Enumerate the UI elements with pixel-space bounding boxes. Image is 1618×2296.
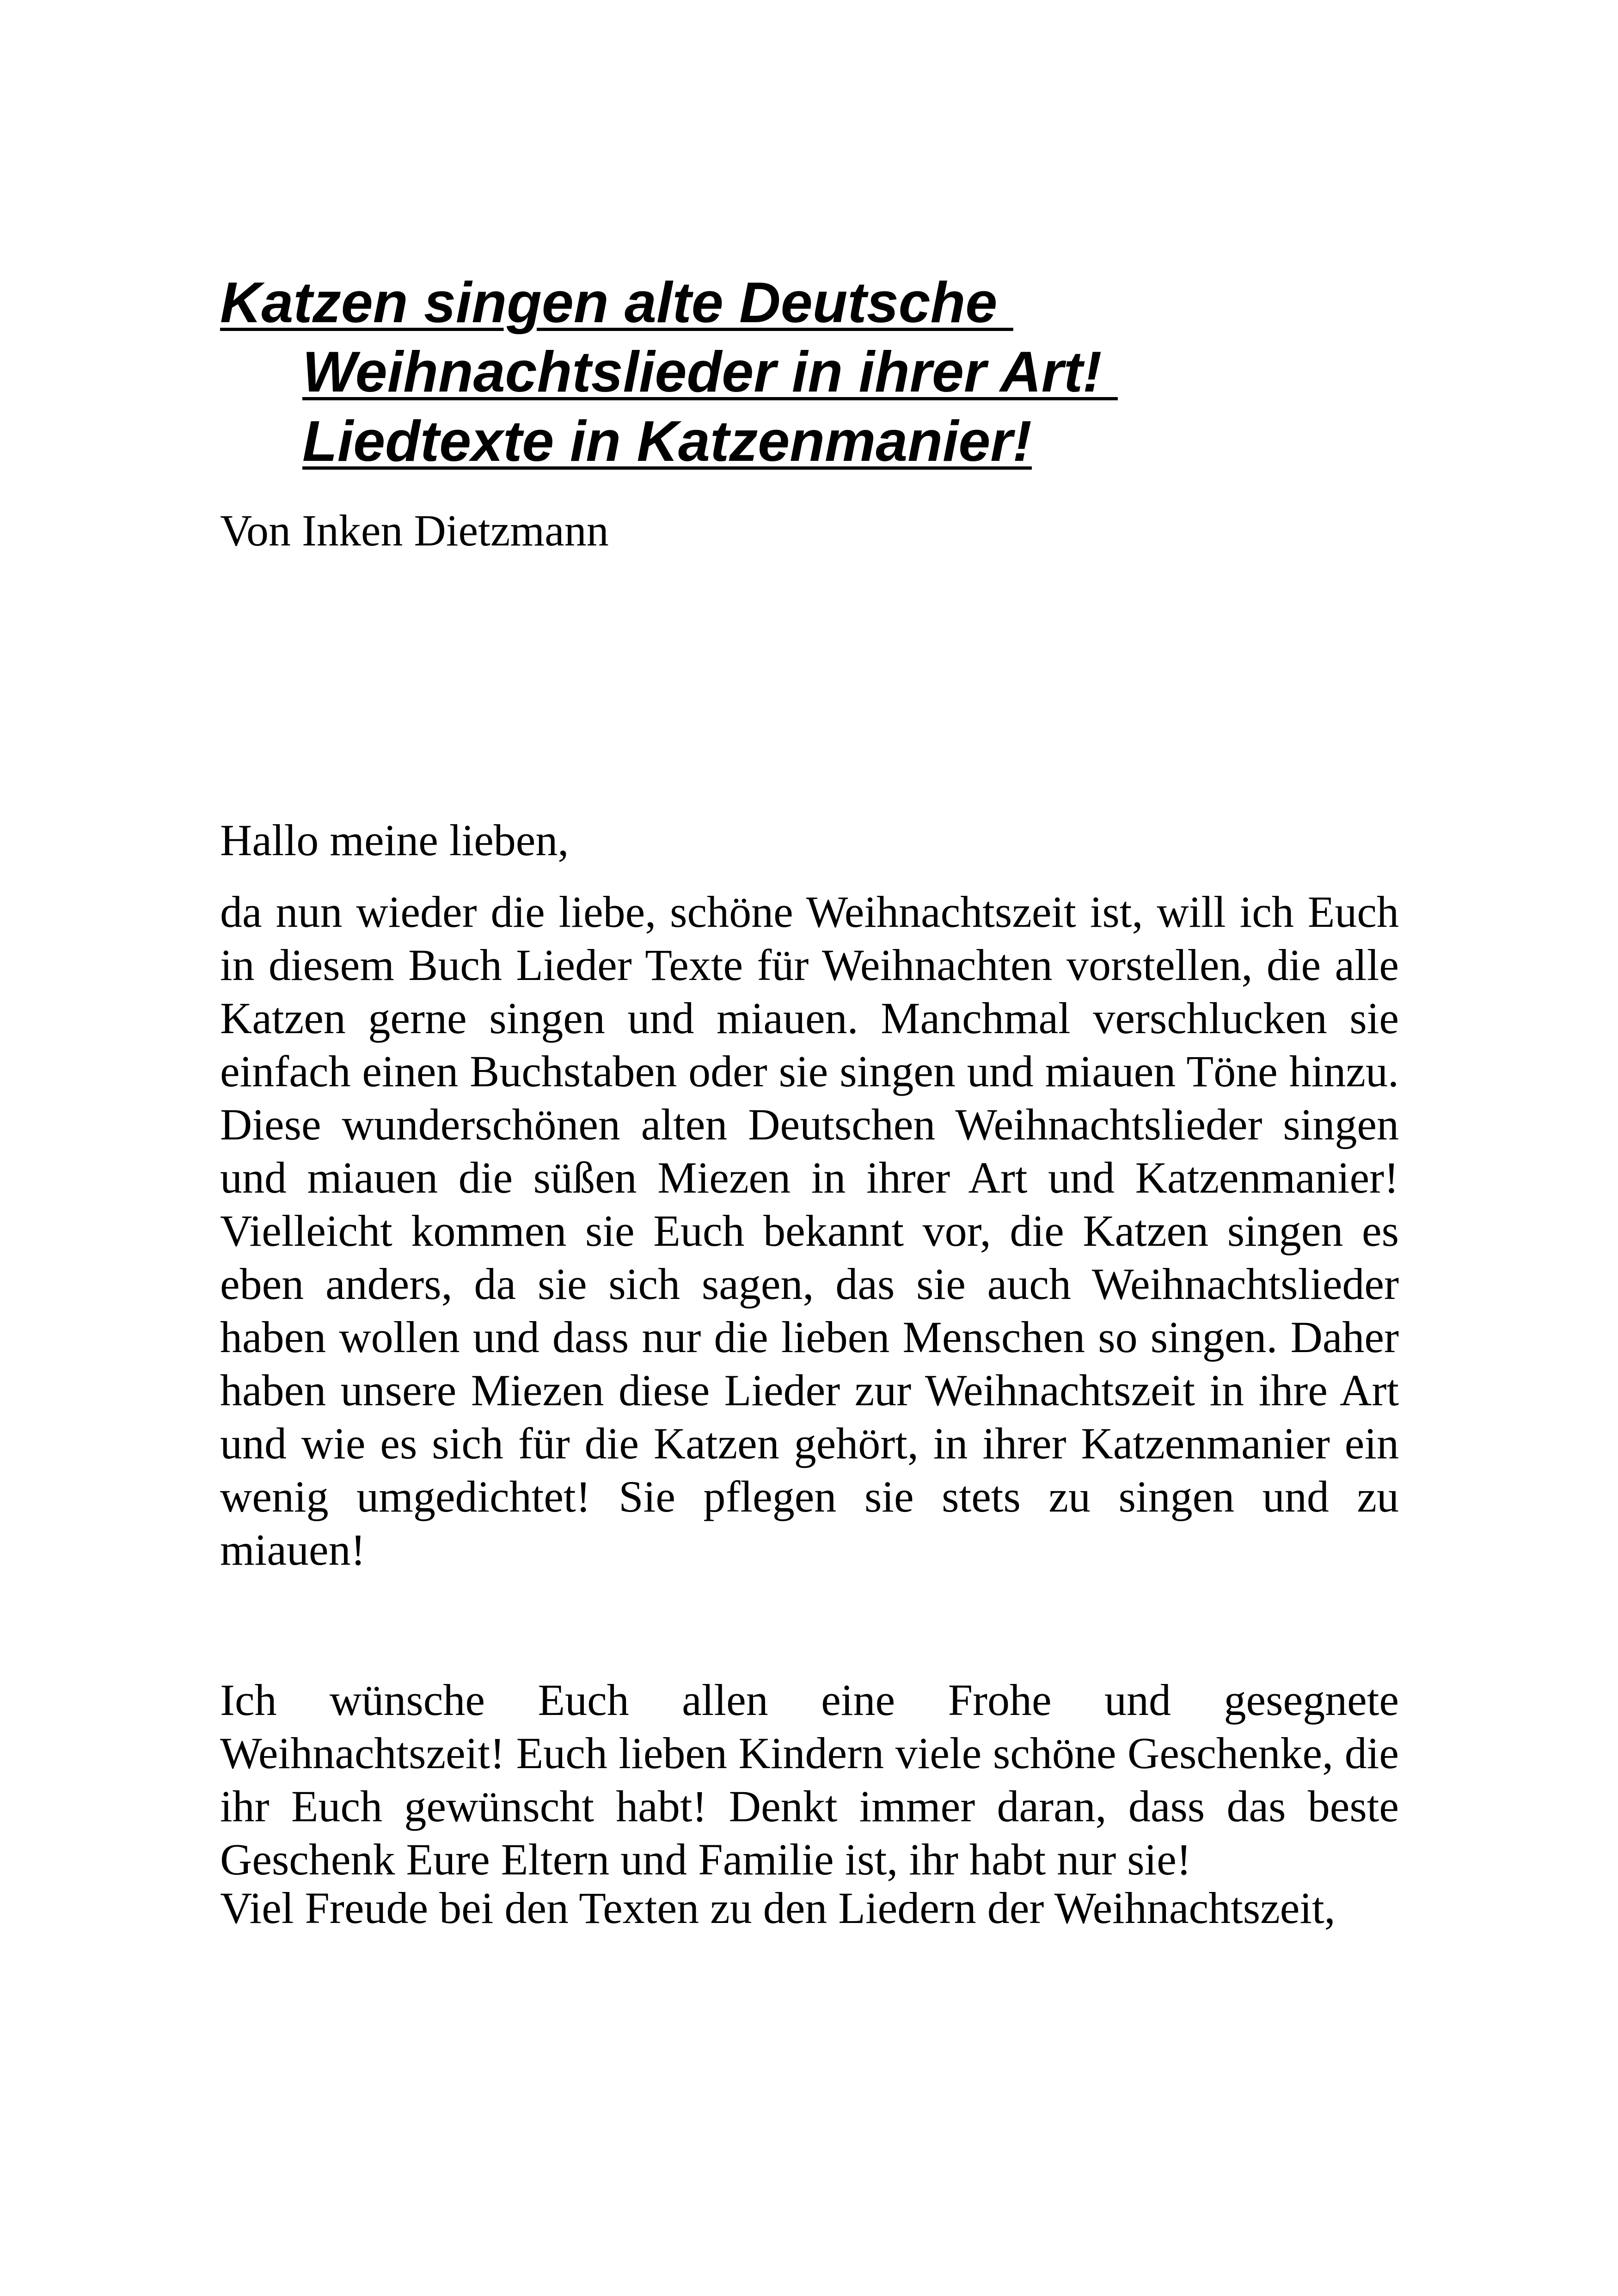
title-line-2: Weihnachtslieder in ihrer Art!: [302, 340, 1118, 404]
body-paragraph-1: da nun wieder die liebe, schöne Weihnachtszeit ist, will ich Euch in diesem Buch Lieder Texte für Weihnachten vorstellen, die alle Katzen gerne singen und miauen. Manchmal verschlucken sie einfach einen Buchstaben oder sie singen und miauen Töne hinzu. Diese wunderschönen alten Deutschen Weihnachtslieder singen und miauen die süßen Miezen in ihrer Art und Katzenmanier! Vielleicht kommen sie Euch bekannt vor, die Katzen singen es eben anders, da sie sich sagen, das sie auch Weihnachtslieder haben wollen und dass nur die lieben Menschen so singen. Daher haben unsere Miezen diese Lieder zur Weihnachtszeit in ihre Art und wie es sich für die Katzen gehört, in ihrer Katzenmanier ein wenig umgedichtet! Sie pflegen sie stets zu singen und zu miauen!: [220, 887, 1399, 1574]
document-title: [220, 268, 1468, 476]
closing-line: Viel Freude bei den Texten zu den Liedern der Weihnachtszeit,: [220, 1883, 1336, 1933]
title-line-1: Katzen singen alte Deutsche: [220, 271, 1013, 335]
title-line-3: Liedtexte in Katzenmanier!: [302, 410, 1032, 473]
greeting: Hallo meine lieben,: [220, 815, 569, 865]
author-line: Von Inken Dietzmann: [220, 506, 609, 555]
body-paragraph-2: Ich wünsche Euch allen eine Frohe und gesegnete Weihnachtszeit! Euch lieben Kindern viele schöne Geschenke, die ihr Euch gewünscht habt! Denkt immer daran, dass das beste Geschenk Eure Eltern und Familie ist, ihr habt nur sie!: [220, 1675, 1399, 1884]
